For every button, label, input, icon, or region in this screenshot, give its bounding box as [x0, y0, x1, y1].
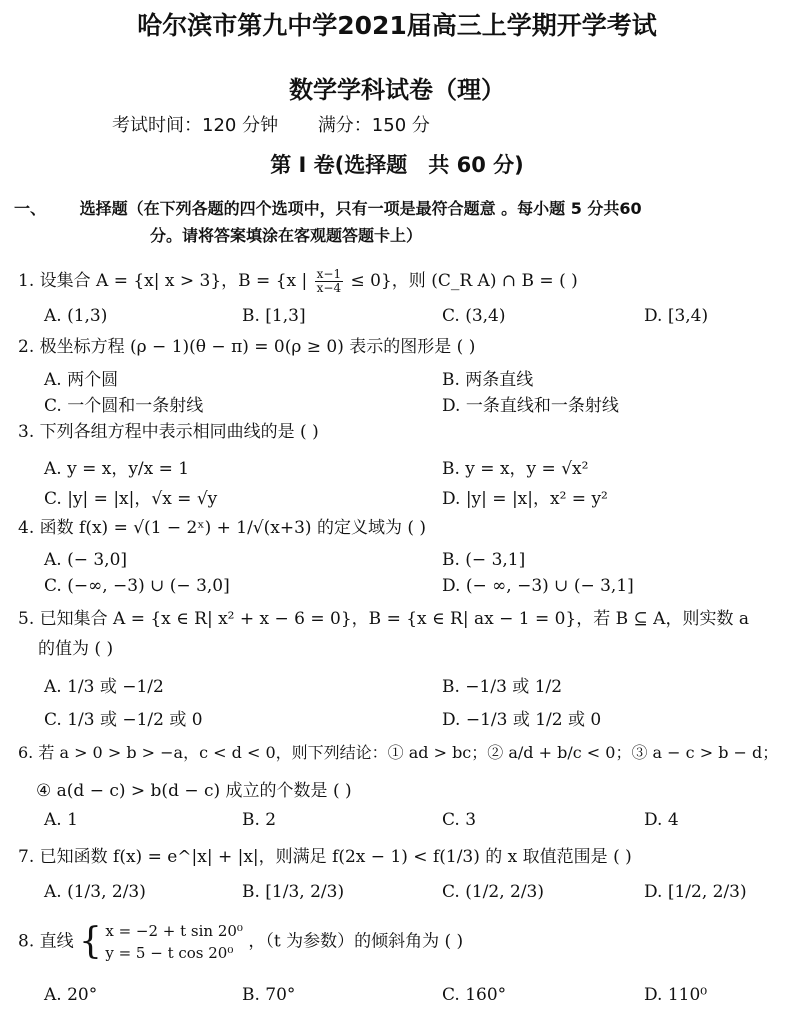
question-3-stem: 3. 下列各组方程中表示相同曲线的是 ( )	[18, 422, 319, 442]
question-5-stem: 5. 已知集合 A = {x ∈ R| x² + x − 6 = 0}，B = {x ∈ R| ax − 1 = 0}，若 B ⊆ A，则实数 a	[18, 609, 749, 629]
parametric-system	[105, 920, 243, 964]
question-5-stem-line2: 的值为 ( )	[38, 639, 114, 659]
volume-heading: 第 Ⅰ 卷(选择题 共 60 分)	[270, 153, 524, 177]
section-title-line1: 选择题（在下列各题的四个选项中，只有一项是最符合题意 。每小题 5 分共60	[79, 199, 642, 218]
q3-option-a[interactable]: A. y = x，y/x = 1	[44, 459, 190, 479]
q4-option-a[interactable]: A. (− 3,0]	[44, 550, 128, 570]
q6-option-d[interactable]: D. 4	[644, 810, 679, 830]
question-6-stem-line2: ④ a(d − c) > b(d − c) 成立的个数是 ( )	[36, 781, 352, 801]
exam-meta	[112, 111, 464, 137]
q3-option-d[interactable]: D. |y| = |x|，x² = y²	[442, 489, 608, 509]
question-8-stem	[18, 920, 463, 964]
q5-option-b[interactable]: B. −1/3 或 1/2	[442, 677, 563, 697]
q1-option-c[interactable]: C. (3,4)	[442, 306, 506, 326]
fraction-numerator: x−1	[316, 267, 342, 281]
q2-option-c[interactable]: C. 一个圆和一条射线	[44, 396, 204, 416]
q3-option-c[interactable]: C. |y| = |x|，√x = √y	[44, 489, 218, 509]
q7-option-a[interactable]: A. (1/3, 2/3)	[44, 882, 146, 902]
exam-subtitle: 数学学科试卷（理）	[289, 76, 505, 104]
q4-option-d[interactable]: D. (− ∞, −3) ∪ (− 3,1]	[442, 576, 634, 596]
question-8-stem-text: 8. 直线	[18, 931, 74, 952]
q8-option-d[interactable]: D. 110⁰	[644, 985, 708, 1005]
q6-option-c[interactable]: C. 3	[442, 810, 477, 830]
fraction-denominator: x−4	[316, 281, 342, 295]
exam-time: 考试时间：120 分钟	[112, 115, 279, 136]
question-1-stem-text: 1. 设集合 A = {x| x > 3}，B = {x |	[18, 271, 308, 291]
exam-score: 满分：150 分	[317, 115, 430, 136]
q1-option-b[interactable]: B. [1,3]	[242, 306, 306, 326]
q1-option-d[interactable]: D. [3,4)	[644, 306, 709, 326]
question-1-stem-tail: ≤ 0}，则 (C_R A) ∩ B = ( )	[350, 271, 578, 291]
section-number: 一、	[14, 199, 47, 218]
exam-title: 哈尔滨市第九中学2021届高三上学期开学考试	[137, 11, 657, 40]
brace-symbol: {	[79, 921, 102, 962]
q8-option-c[interactable]: C. 160°	[442, 985, 507, 1005]
q2-option-b[interactable]: B. 两条直线	[442, 370, 534, 390]
q8-option-b[interactable]: B. 70°	[242, 985, 296, 1005]
question-6-stem: 6. 若 a > 0 > b > −a，c < d < 0，则下列结论：① ad > bc；② a/d + b/c < 0；③ a − c > b − d；	[18, 743, 779, 762]
q2-option-d[interactable]: D. 一条直线和一条射线	[442, 396, 619, 416]
system-line-1: x = −2 + t sin 20⁰	[105, 922, 243, 940]
q5-option-c[interactable]: C. 1/3 或 −1/2 或 0	[44, 710, 203, 730]
q8-option-a[interactable]: A. 20°	[44, 985, 98, 1005]
q5-option-d[interactable]: D. −1/3 或 1/2 或 0	[442, 710, 602, 730]
section-heading	[14, 196, 642, 219]
q6-option-a[interactable]: A. 1	[44, 810, 78, 830]
q3-option-b[interactable]: B. y = x，y = √x²	[442, 459, 589, 479]
question-1-fraction	[315, 268, 343, 295]
q6-option-b[interactable]: B. 2	[242, 810, 277, 830]
question-1-stem	[18, 266, 578, 295]
q7-option-b[interactable]: B. [1/3, 2/3)	[242, 882, 345, 902]
question-8-stem-tail: ，（t 为参数）的倾斜角为 ( )	[248, 931, 464, 952]
q4-option-b[interactable]: B. (− 3,1]	[442, 550, 526, 570]
q2-option-a[interactable]: A. 两个圆	[44, 370, 119, 390]
q4-option-c[interactable]: C. (−∞, −3) ∪ (− 3,0]	[44, 576, 230, 596]
section-title-line2: 分。请将答案填涂在客观题答题卡上）	[150, 226, 423, 245]
q5-option-a[interactable]: A. 1/3 或 −1/2	[44, 677, 164, 697]
question-4-stem: 4. 函数 f(x) = √(1 − 2ˣ) + 1/√(x+3) 的定义域为 ( )	[18, 518, 427, 538]
question-7-stem: 7. 已知函数 f(x) = e^|x| + |x|，则满足 f(2x − 1) < f(1/3) 的 x 取值范围是 ( )	[18, 847, 632, 867]
system-line-2: y = 5 − t cos 20⁰	[105, 944, 234, 962]
question-2-stem: 2. 极坐标方程 (ρ − 1)(θ − π) = 0(ρ ≥ 0) 表示的图形是 ( )	[18, 337, 476, 357]
q7-option-d[interactable]: D. [1/2, 2/3)	[644, 882, 747, 902]
q7-option-c[interactable]: C. (1/2, 2/3)	[442, 882, 544, 902]
q1-option-a[interactable]: A. (1,3)	[44, 306, 108, 326]
